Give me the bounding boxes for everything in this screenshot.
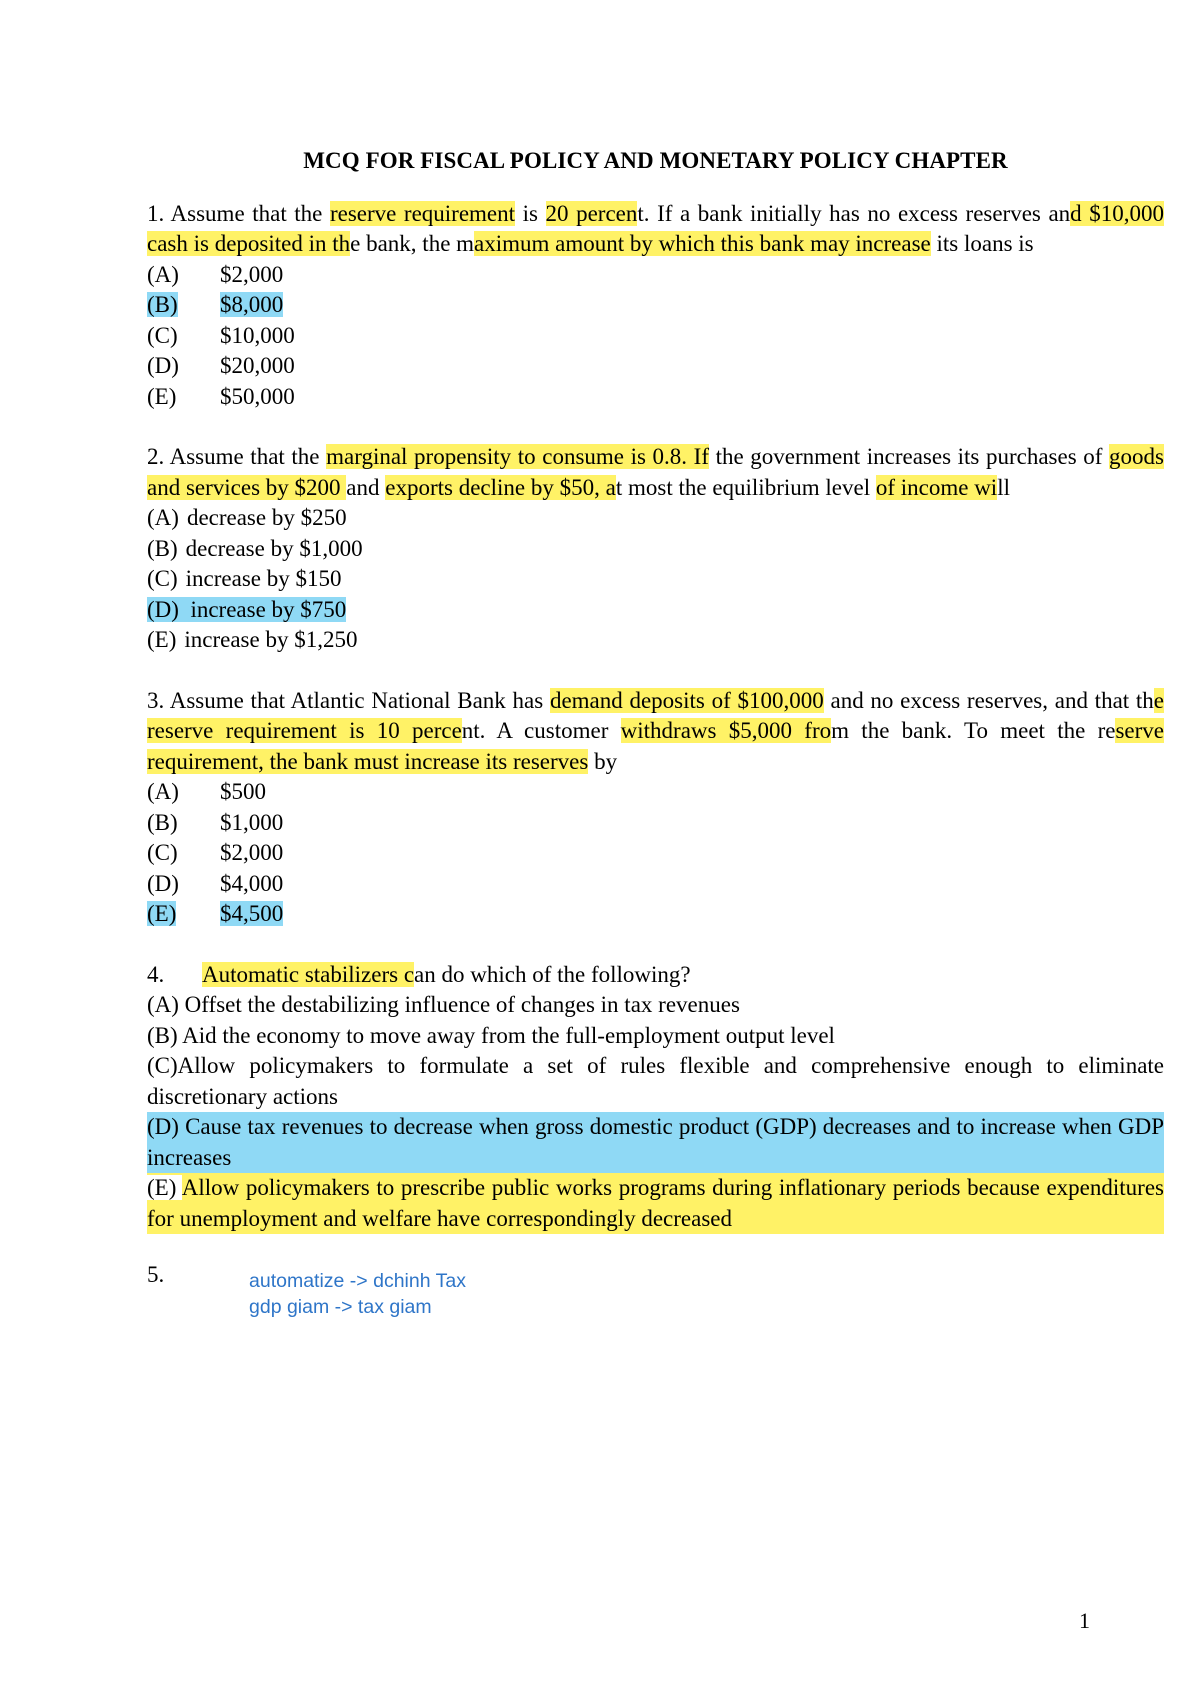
option-label: (E) — [147, 383, 177, 409]
question-3 — [147, 686, 1164, 930]
option-a: (A) Offset the destabilizing influence of changes in tax revenues — [147, 992, 740, 1017]
highlight-yellow: demand deposits of $100,000 — [549, 687, 824, 713]
stem-text: its loans is — [930, 231, 1034, 256]
option-label: (A) — [147, 261, 179, 287]
note-line: gdp giam -> tax giam — [249, 1296, 432, 1318]
highlight-yellow: aximum amount by which this bank may increase — [474, 231, 931, 256]
option-label: (C) — [147, 322, 178, 348]
handwritten-note — [249, 1268, 466, 1320]
answer-highlight — [147, 597, 346, 622]
highlight-yellow: marginal propensity to consume is 0.8. If — [326, 444, 709, 469]
option-value: increase by $150 — [185, 566, 342, 591]
option-label: (D) — [147, 596, 179, 622]
option-c — [147, 838, 1164, 869]
question-number: 5. — [147, 1262, 165, 1287]
highlight-yellow: d $10,000 cash is deposited in th — [147, 200, 1164, 256]
option-d — [147, 351, 1164, 382]
option-label: (E) — [147, 901, 177, 926]
option-value: $50,000 — [220, 383, 295, 409]
option-value: increase by $750 — [190, 596, 347, 622]
highlight-yellow: exports decline by $50, a — [385, 474, 616, 500]
stem-text: nt. A customer — [461, 718, 621, 743]
question-2 — [147, 442, 1164, 656]
option-c — [147, 564, 1164, 595]
question-5 — [147, 1260, 1164, 1350]
option-value: $4,000 — [220, 870, 284, 896]
highlight-yellow: serve requirement, the bank must increase its reserves — [147, 718, 1165, 774]
option-label: (B) — [147, 535, 178, 561]
question-3-stem — [147, 686, 1164, 778]
option-label: (A) — [147, 505, 179, 530]
option-b — [147, 534, 1164, 565]
option-value: $1,000 — [220, 809, 284, 835]
option-value: $8,000 — [220, 292, 284, 317]
option-value: decrease by $250 — [186, 505, 347, 530]
option-label: (D) — [147, 353, 179, 378]
option-c — [147, 321, 1164, 352]
option-b: (B) Aid the economy to move away from the full-employment output level — [147, 1022, 835, 1048]
option-value: increase by $1,250 — [184, 627, 358, 652]
stem-text: ll — [997, 474, 1010, 500]
stem-text: t. If a bank initially has no excess reserves an — [637, 200, 1071, 226]
stem-text: the government increases its purchases of — [708, 444, 1110, 469]
question-4 — [147, 960, 1164, 1235]
option-c: (C)Allow policymakers to formulate a set of rules flexible and comprehensive enough to eliminate discretionary actions — [147, 1053, 1164, 1109]
option-label: (E) — [147, 1175, 182, 1200]
option-value: decrease by $1,000 — [185, 535, 363, 561]
option-label: (C) — [147, 840, 178, 865]
option-value: $4,500 — [220, 901, 284, 926]
question-2-stem — [147, 442, 1164, 503]
highlight-yellow: Automatic stabilizers c — [202, 961, 415, 987]
stem-text: m the bank. To meet the re — [831, 718, 1116, 743]
option-d-answer — [147, 595, 1164, 626]
page-number: 1 — [1079, 1608, 1090, 1633]
stem-text: by — [588, 748, 618, 774]
option-a — [147, 503, 1164, 534]
highlight-yellow: reserve requirement — [329, 200, 516, 226]
highlight-yellow: goods and services by $200 — [147, 444, 1164, 500]
question-1 — [147, 199, 1164, 413]
stem-text: an do which of the following? — [414, 961, 691, 987]
highlight-yellow: e reserve requirement is 10 perce — [147, 687, 1165, 743]
option-e — [147, 1173, 1164, 1234]
option-value: $10,000 — [220, 322, 295, 348]
option-label: (C) — [147, 566, 178, 591]
highlight-yellow: withdraws $5,000 fro — [620, 718, 832, 743]
option-e — [147, 382, 1164, 413]
stem-text: 1. Assume that the — [147, 200, 330, 226]
option-label: (D) — [147, 870, 179, 896]
document-title: MCQ FOR FISCAL POLICY AND MONETARY POLICY CHAPTER — [303, 148, 1008, 173]
option-label: (B) — [147, 809, 178, 835]
option-text: Allow policymakers to prescribe public works programs during inflationary periods because expenditures for unemployment and welfare have correspondingly decreased — [147, 1175, 1164, 1231]
option-e-answer — [147, 899, 1164, 930]
option-a — [147, 777, 1164, 808]
stem-text: is — [515, 200, 546, 226]
stem-text: 3. Assume that Atlantic National Bank has — [147, 687, 550, 713]
question-4-stem — [147, 960, 1164, 991]
option-label: (B) — [147, 292, 178, 317]
option-value: $500 — [220, 779, 266, 804]
option-d-answer: (D) Cause tax revenues to decrease when gross domestic product (GDP) decreases and to increase when GDP increases — [147, 1112, 1164, 1173]
stem-text: t most the equilibrium level — [615, 474, 876, 500]
option-value: $20,000 — [220, 353, 295, 378]
stem-text: 2. Assume that the — [147, 444, 327, 469]
note-line: automatize -> dchinh Tax — [249, 1270, 466, 1292]
option-a — [147, 260, 1164, 291]
question-number: 4. — [147, 961, 165, 987]
highlight-yellow: of income wi — [875, 474, 998, 500]
option-label: (A) — [147, 779, 179, 804]
highlight-yellow: 20 percen — [545, 200, 638, 226]
option-b — [147, 808, 1164, 839]
option-e — [147, 625, 1164, 656]
option-b-answer — [147, 290, 1164, 321]
stem-text: and no excess reserves, and that th — [823, 687, 1154, 713]
question-1-stem — [147, 199, 1164, 260]
option-d — [147, 869, 1164, 900]
stem-text: and — [346, 474, 386, 500]
option-label: (E) — [147, 627, 177, 652]
option-value: $2,000 — [220, 261, 284, 287]
stem-text: e bank, the m — [350, 231, 475, 256]
page-content — [147, 146, 1164, 1350]
option-value: $2,000 — [220, 840, 284, 865]
